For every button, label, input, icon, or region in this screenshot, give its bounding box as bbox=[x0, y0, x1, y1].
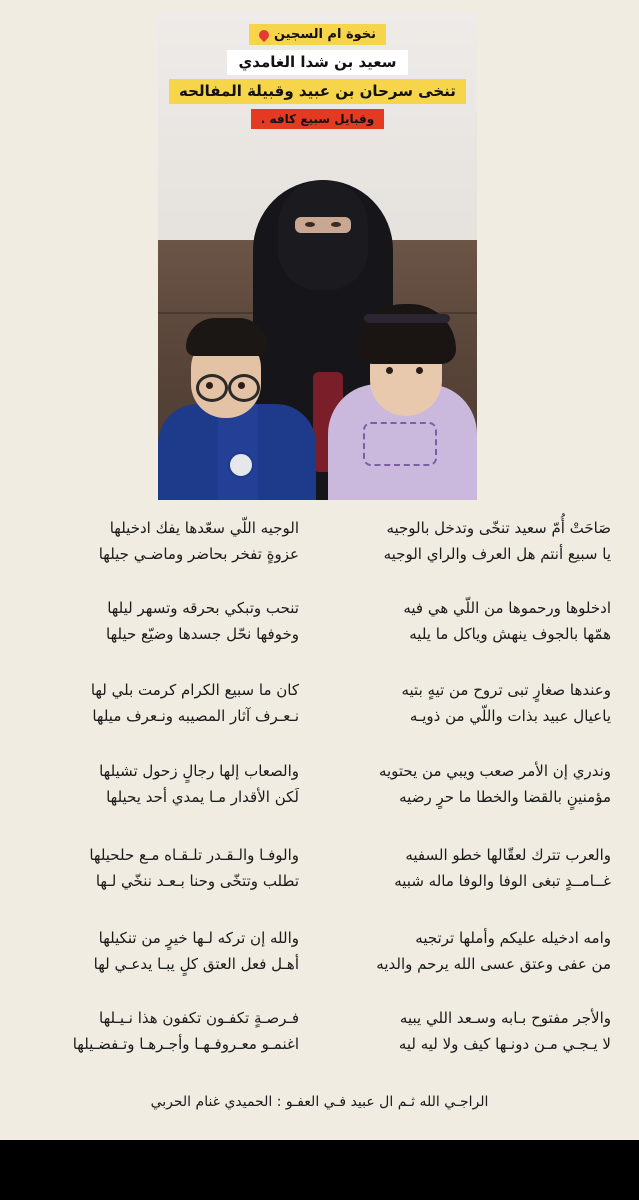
stanza bbox=[0, 679, 639, 737]
verse-left: عزوةٍ تفخر بحاضر وماضـي جيلها bbox=[98, 545, 299, 563]
verse-right: يا سبيع أنتم هل العرف والراي الوجيه bbox=[383, 545, 611, 563]
stanza bbox=[0, 597, 639, 655]
girl-hoodie-print bbox=[363, 422, 437, 466]
verse-left: والله إن تركه لـها خيرٍ من تنكيلها bbox=[98, 929, 299, 947]
verse-left: فـرصـةٍ تكفـون تكفون هذا نـيـلها bbox=[99, 1009, 299, 1027]
verse-left: أهـل فعل العتق كلٍ يبـا يدعـي لها bbox=[93, 955, 299, 973]
verse-right: والعرب تترك لعقّالها خطو السفيه bbox=[405, 846, 611, 864]
verse-left: نـعـرف آثار المصيبه ونـعرف ميلها bbox=[92, 707, 299, 725]
stanza bbox=[0, 760, 639, 818]
boy-hair bbox=[186, 318, 268, 356]
verse-right: والأجر مفتوح بـابه وسـعد اللي يبيه bbox=[399, 1009, 611, 1027]
glasses-lens bbox=[196, 374, 228, 402]
caption-3 bbox=[158, 79, 477, 104]
verse-left: تنحب وتبكي بحرقه وتسهر ليلها bbox=[107, 599, 299, 617]
caption-2 bbox=[158, 50, 477, 75]
mother-eye bbox=[305, 222, 315, 227]
verse-left: كان ما سبيع الكرام كرمت بلي لها bbox=[90, 681, 299, 699]
stanza bbox=[0, 927, 639, 985]
verse-right: ادخلوها ورحموها من اللّي هي فيه bbox=[403, 599, 611, 617]
stanza bbox=[0, 844, 639, 902]
verse-right: وعندها صغارٍ تبى تروح من تيهٍ بتيه bbox=[401, 681, 611, 699]
verse-left: وخوفها نحّل جسدها وضيّع حيلها bbox=[106, 625, 299, 643]
caption-2-text: سعيد بن شدا الغامدي bbox=[227, 50, 409, 75]
stanza bbox=[0, 1007, 639, 1065]
verse-right: لا يـجـي مـن دونـها كيف ولا ليه ليه bbox=[398, 1035, 611, 1053]
verse-left: والصعاب إلها رجالٍ زحول تشيلها bbox=[99, 762, 299, 780]
niqab-opening bbox=[295, 217, 351, 233]
poet-signature: الراجـي الله ثـم ال عبيد فـي العفـو : الحميدي غنام الحربي bbox=[150, 1094, 489, 1110]
caption-4 bbox=[158, 109, 477, 129]
verse-right: وندري إن الأمر صعب ويبي من يحتويه bbox=[378, 762, 611, 780]
mother-eye bbox=[331, 222, 341, 227]
verse-right: غــامــدٍ تبغى الوفا والوفا ماله شبيه bbox=[394, 872, 611, 890]
caption-1-text: نخوة ام السجين bbox=[273, 27, 377, 42]
verse-left: الوجيه اللّي سعّدها يفك ادخيلها bbox=[109, 519, 299, 537]
girl-eye bbox=[416, 367, 423, 374]
caption-1 bbox=[158, 24, 477, 45]
verse-right: همّها بالجوف ينهش وياكل ما يليه bbox=[409, 625, 611, 643]
verse-left: لَكن الأقدار مـا يمدي أحد يحيلها bbox=[106, 788, 299, 806]
verse-right: مؤمنينٍ بالقضا والخطا ما حرٍ رضيه bbox=[399, 788, 611, 806]
photo bbox=[158, 12, 477, 500]
verse-right: من عفى وعتق عسى الله يرحم والديه bbox=[376, 955, 611, 973]
glasses-lens bbox=[228, 374, 260, 402]
boy-shirt-badge bbox=[228, 452, 254, 478]
verse-right: صَاحَتْ أُمّ سعيد تنخّى وتدخل بالوجيه bbox=[386, 519, 611, 537]
caption-4-text: وقبايل سبيع كافه . bbox=[251, 109, 384, 129]
verse-left: اغنمـو معـروفـهـا وأجـرهـا وتـفضـيلها bbox=[72, 1035, 299, 1053]
mother-head bbox=[278, 180, 368, 290]
girl-eye bbox=[386, 367, 393, 374]
boy-eye bbox=[206, 382, 213, 389]
girl-headband bbox=[364, 314, 450, 323]
verse-right: ياعيال عبيد بذات واللّي من ذويـه bbox=[409, 707, 611, 725]
pin-icon bbox=[257, 27, 271, 41]
caption-3-text: تنخى سرحان بن عبيد وقبيلة المفالحه bbox=[169, 79, 466, 104]
verse-left: والوفـا والـقـدر تلـقـاه مـع حلحيلها bbox=[89, 846, 299, 864]
verse-right: وامه ادخيله عليكم وأملها ترتجيه bbox=[415, 929, 611, 947]
boy-eye bbox=[238, 382, 245, 389]
verse-left: تطلب وتتخّى وحنا بـعـد ننخّي لـها bbox=[95, 872, 299, 890]
stanza bbox=[0, 517, 639, 575]
